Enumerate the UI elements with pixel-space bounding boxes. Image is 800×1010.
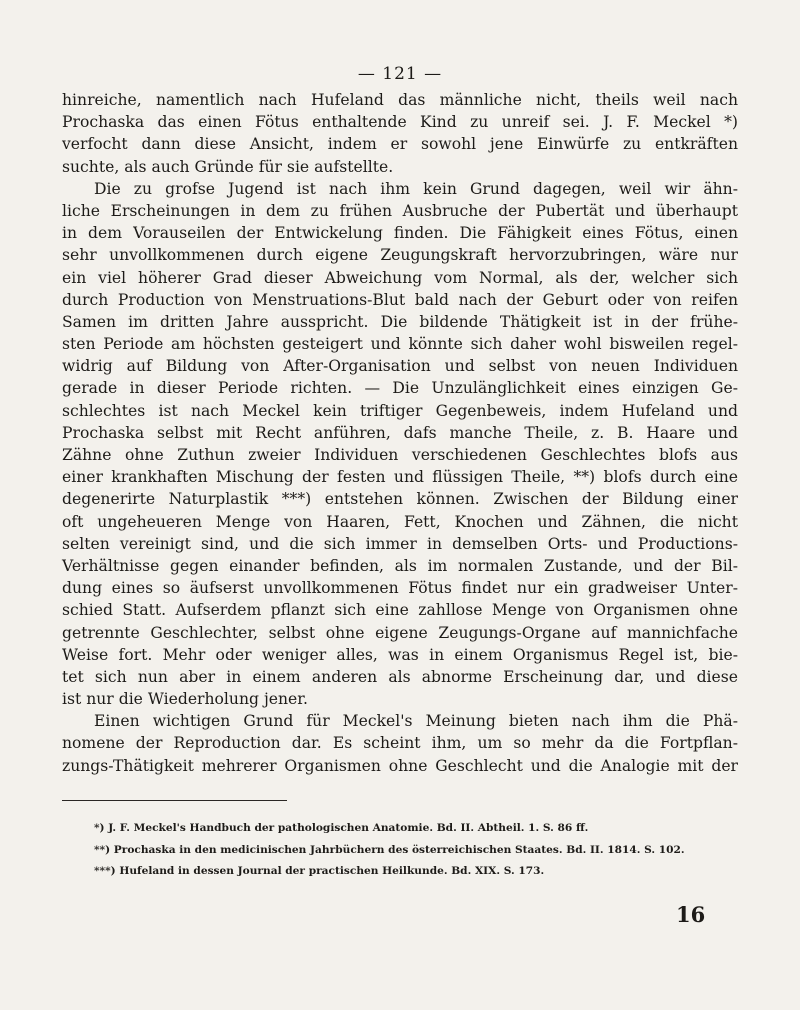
text-line: Zähne ohne Zuthun zweier Individuen verschiedenen Geschlechtes blofs aus — [62, 446, 738, 464]
text-line: Prochaska das einen Fötus enthaltende Kind zu unreif sei. J. F. Meckel *) — [62, 113, 738, 132]
text-line: schlechtes ist nach Meckel kein triftiger Gegenbeweis, indem Hufeland und — [62, 401, 738, 420]
text-line: degenerirte Naturplastik ***) entstehen können. Zwischen der Bildung einer — [62, 490, 738, 509]
footnote: *) J. F. Meckel's Handbuch der pathologischen Anatomie. Bd. II. Abtheil. 1. S. 86 ff. — [94, 822, 589, 834]
body-text — [62, 89, 738, 777]
text-line: zungs-Thätigkeit mehrerer Organismen ohne Geschlecht und die Analogie mit der — [62, 756, 738, 775]
text-line: Verhältnisse gegen einander befinden, als im normalen Zustande, und der Bil- — [62, 556, 738, 575]
footnotes — [62, 818, 738, 883]
text-line: getrennte Geschlechter, selbst ohne eigene Zeugungs-Organe auf mannichfache — [62, 623, 738, 642]
text-line: sten Periode am höchsten gesteigert und könnte sich daher wohl bisweilen regel- — [62, 335, 738, 354]
text-line: oft ungeheueren Menge von Haaren, Fett, Knochen und Zähnen, die nicht — [62, 512, 738, 531]
text-line: durch Production von Menstruations-Blut bald nach der Geburt oder von reifen — [62, 290, 738, 309]
text-line: sehr unvollkommenen durch eigene Zeugungskraft hervorzubringen, wäre nur — [62, 246, 738, 265]
text-line: ist nur die Wiederholung jener. — [62, 690, 308, 709]
text-line: suchte, als auch Gründe für sie aufstellte. — [62, 157, 394, 176]
text-line: widrig auf Bildung von After-Organisation und selbst von neuen Individuen — [62, 357, 738, 376]
footnote: **) Prochaska in den medicinischen Jahrbüchern des österreichischen Staates. Bd. II. 1814. S. 102. — [94, 843, 685, 856]
text-line: liche Erscheinungen in dem zu frühen Ausbruche der Pubertät und überhaupt — [62, 201, 738, 220]
text-line: Die zu grofse Jugend ist nach ihm kein Grund dagegen, weil wir ähn- — [94, 179, 738, 198]
text-line: Samen im dritten Jahre ausspricht. Die bildende Thätigkeit ist in der frühe- — [62, 312, 738, 331]
text-line: selten vereinigt sind, und die sich immer in demselben Orts- und Productions- — [62, 534, 738, 553]
text-line: ein viel höherer Grad dieser Abweichung vom Normal, als der, welcher sich — [62, 268, 738, 287]
footnote-divider — [62, 800, 287, 801]
text-line: hinreiche, namentlich nach Hufeland das männliche nicht, theils weil nach — [62, 91, 738, 109]
text-line: dung eines so äufserst unvollkommenen Fötus findet nur ein gradweiser Unter- — [62, 579, 738, 598]
footnote: ***) Hufeland in dessen Journal der practischen Heilkunde. Bd. XIX. S. 173. — [94, 865, 545, 877]
text-line: einer krankhaften Mischung der festen und flüssigen Theile, **) blofs durch eine — [62, 468, 738, 487]
text-line: in dem Vorauseilen der Entwickelung finden. Die Fähigkeit eines Fötus, einen — [62, 224, 738, 243]
text-line: nomene der Reproduction dar. Es scheint ihm, um so mehr da die Fortpflan- — [62, 734, 738, 753]
text-line: verfocht dann diese Ansicht, indem er sowohl jene Einwürfe zu entkräften — [62, 135, 738, 154]
text-line: Einen wichtigen Grund für Meckel's Meinung bieten nach ihm die Phä- — [94, 712, 738, 731]
printer-signature: 16 — [676, 902, 706, 927]
text-line: tet sich nun aber in einem anderen als abnorme Erscheinung dar, und diese — [62, 667, 738, 686]
text-line: Prochaska selbst mit Recht anführen, dafs manche Theile, z. B. Haare und — [62, 423, 738, 442]
text-line: Weise fort. Mehr oder weniger alles, was in einem Organismus Regel ist, bie- — [62, 645, 738, 664]
text-line: schied Statt. Aufserdem pflanzt sich eine zahllose Menge von Organismen ohne — [62, 601, 738, 620]
page-number: — 121 — — [357, 64, 443, 84]
text-line: gerade in dieser Periode richten. — Die Unzulänglichkeit eines einzigen Ge- — [62, 379, 738, 398]
